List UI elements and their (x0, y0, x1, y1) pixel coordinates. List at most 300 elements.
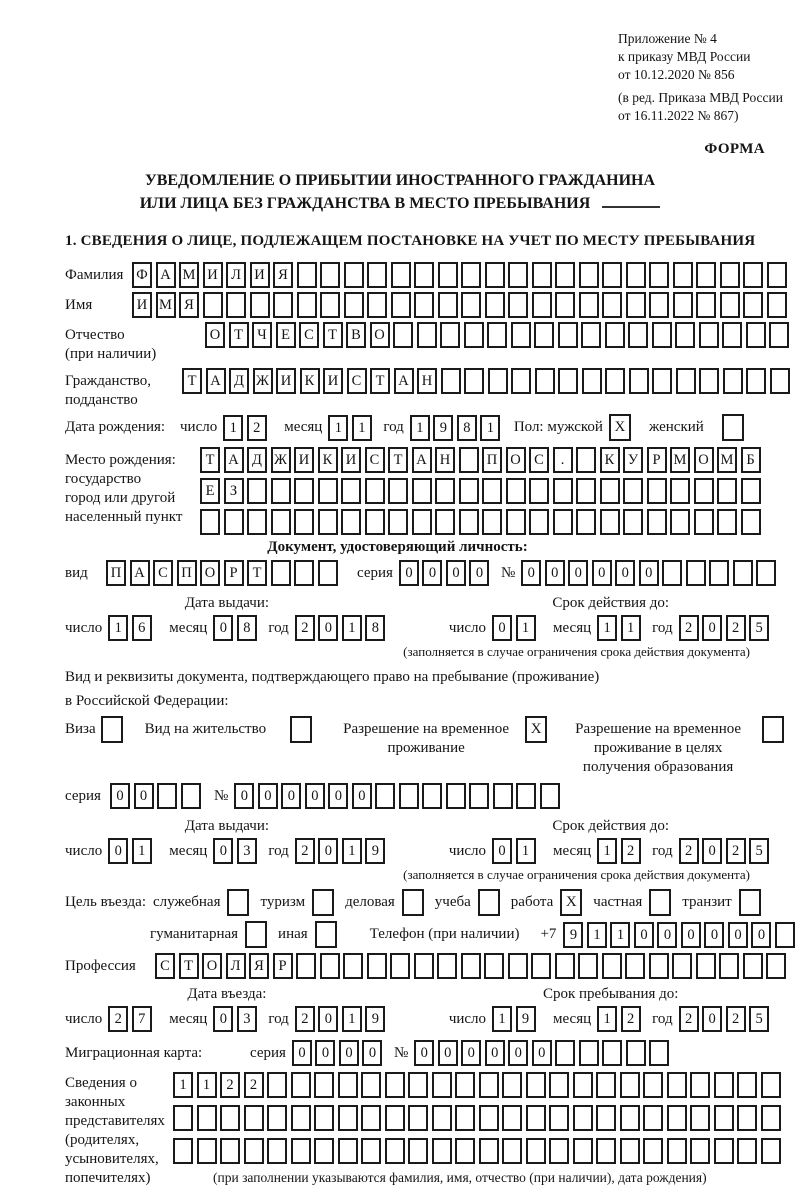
char-cell (247, 478, 267, 504)
char-cell (267, 1105, 287, 1131)
char-cell (173, 1105, 193, 1131)
patronymic-row (65, 322, 800, 364)
char-cell: 0 (414, 1040, 434, 1066)
char-cell (576, 447, 596, 473)
char-cell (459, 509, 479, 535)
month-label: месяц (553, 1010, 592, 1027)
year-label: год (268, 619, 289, 636)
char-cell (746, 368, 766, 394)
char-cell: И (132, 292, 152, 318)
char-cell (506, 509, 526, 535)
char-cell: 0 (213, 615, 233, 641)
day-label: число (65, 842, 103, 859)
char-cell: Д (229, 368, 249, 394)
char-cell (714, 1105, 734, 1131)
char-cell: Т (179, 953, 199, 979)
char-cell (526, 1105, 546, 1131)
char-cell (743, 262, 763, 288)
char-cell: 0 (108, 838, 128, 864)
char-cell: 0 (634, 922, 654, 948)
char-cell (297, 262, 317, 288)
issue-day-cells (108, 615, 155, 641)
char-cell (446, 783, 466, 809)
char-cell (469, 783, 489, 809)
month-label: месяц (169, 842, 208, 859)
year-label: год (268, 1010, 289, 1027)
phone-cells (563, 922, 798, 948)
char-cell (766, 953, 786, 979)
char-cell (532, 262, 552, 288)
char-cell (271, 478, 291, 504)
char-cell (508, 292, 528, 318)
char-cell: 2 (108, 1006, 128, 1032)
char-cell (247, 509, 267, 535)
char-cell: Т (182, 368, 202, 394)
char-cell: 1 (597, 615, 617, 641)
stay-day-cells (492, 1006, 539, 1032)
char-cell: 0 (704, 922, 724, 948)
char-cell (320, 262, 340, 288)
profession-row (65, 953, 800, 979)
char-cell: Т (370, 368, 390, 394)
char-cell: 2 (621, 838, 641, 864)
identity-doc-heading: Документ, удостоверяющий личность: (267, 539, 528, 555)
char-cell (714, 1138, 734, 1164)
number-label: № (393, 1044, 409, 1061)
char-cell: 1 (197, 1072, 217, 1098)
char-cell (643, 1072, 663, 1098)
char-cell (341, 478, 361, 504)
char-cell (267, 1072, 287, 1098)
char-cell: 0 (134, 783, 154, 809)
char-cell (487, 322, 507, 348)
char-cell: И (250, 262, 270, 288)
char-cell (375, 783, 395, 809)
char-cell: 2 (295, 1006, 315, 1032)
char-cell: 0 (751, 922, 771, 948)
char-cell (649, 262, 669, 288)
char-cell (733, 560, 753, 586)
char-cell (391, 262, 411, 288)
issue-month-cells (213, 838, 260, 864)
char-cell (699, 368, 719, 394)
char-cell (485, 262, 505, 288)
option-temp-residence-label: Разрешение на временное проживание (343, 721, 510, 756)
char-cell (694, 509, 714, 535)
char-cell (438, 292, 458, 318)
stay-until-heading: Срок пребывания до: (542, 986, 679, 1002)
char-cell (203, 292, 223, 318)
issue-year-cells (295, 838, 389, 864)
char-cell: 2 (621, 1006, 641, 1032)
char-cell: 0 (681, 922, 701, 948)
char-cell (529, 509, 549, 535)
char-cell (756, 560, 776, 586)
char-cell: Р (224, 560, 244, 586)
char-cell (432, 1072, 452, 1098)
char-cell (573, 1138, 593, 1164)
option-temp-residence-education (563, 716, 784, 777)
char-cell (534, 322, 554, 348)
char-cell (338, 1138, 358, 1164)
identity-doc-series-cells (399, 560, 493, 586)
residence-doc-series-row (65, 783, 800, 809)
char-cell: П (177, 560, 197, 586)
char-cell (600, 478, 620, 504)
char-cell: Н (435, 447, 455, 473)
char-cell (432, 1105, 452, 1131)
char-cell: Р (273, 953, 293, 979)
char-cell: И (323, 368, 343, 394)
char-cell: Т (229, 322, 249, 348)
char-cell (672, 953, 692, 979)
char-cell (318, 509, 338, 535)
year-label: год (652, 842, 673, 859)
representatives-label-line5: усыновителях, (65, 1151, 159, 1167)
char-cell (696, 262, 716, 288)
char-cell (508, 262, 528, 288)
char-cell: Я (249, 953, 269, 979)
char-cell (437, 953, 457, 979)
char-cell: Я (273, 262, 293, 288)
char-cell: 1 (132, 838, 152, 864)
char-cell (479, 1105, 499, 1131)
birth-place-label-line3: город или другой (65, 490, 176, 506)
char-cell (743, 292, 763, 318)
char-cell (602, 953, 622, 979)
char-cell (318, 560, 338, 586)
char-cell (244, 1138, 264, 1164)
char-cell: К (600, 447, 620, 473)
char-cell: 0 (305, 783, 325, 809)
char-cell (459, 447, 479, 473)
residence-doc-intro-line1: Вид и реквизиты документа, подтверждающего право на пребывание (проживание) (65, 669, 600, 685)
char-cell (365, 478, 385, 504)
representatives-label-line3: представителях (65, 1113, 165, 1129)
month-label: месяц (553, 842, 592, 859)
purpose-humanitarian-label: гуманитарная (150, 926, 239, 942)
residence-doc-note: (заполняется в случае ограничения срока действия документа) (403, 867, 750, 882)
char-cell (320, 953, 340, 979)
month-label: месяц (169, 1010, 208, 1027)
char-cell (461, 262, 481, 288)
day-label: число (448, 1010, 487, 1027)
char-cell: Т (388, 447, 408, 473)
char-cell (385, 1138, 405, 1164)
char-cell (555, 953, 575, 979)
char-cell: 5 (749, 615, 769, 641)
entry-purpose-row (65, 889, 800, 916)
char-cell: 7 (132, 1006, 152, 1032)
char-cell (558, 368, 578, 394)
char-cell (532, 292, 552, 318)
char-cell: 0 (702, 838, 722, 864)
birth-month-cells (328, 415, 375, 441)
char-cell: 0 (492, 838, 512, 864)
char-cell: 9 (563, 922, 583, 948)
char-cell: К (318, 447, 338, 473)
char-cell (344, 292, 364, 318)
char-cell (220, 1138, 240, 1164)
purpose-tourism-label: туризм (260, 894, 306, 910)
char-cell (596, 1105, 616, 1131)
char-cell (690, 1072, 710, 1098)
char-cell: А (412, 447, 432, 473)
number-label: № (214, 787, 229, 804)
annex-line: от 10.12.2020 № 856 (618, 67, 735, 82)
char-cell: 0 (702, 615, 722, 641)
char-cell (643, 1105, 663, 1131)
form-title-line1: УВЕДОМЛЕНИЕ О ПРИБЫТИИ ИНОСТРАННОГО ГРАЖДАНИНА (144, 172, 656, 189)
purpose-official-label: служебная (152, 894, 221, 910)
char-cell (670, 478, 690, 504)
char-cell: С (299, 322, 319, 348)
entry-year-cells (295, 1006, 389, 1032)
day-label: число (180, 419, 218, 435)
char-cell (676, 368, 696, 394)
surname-cells (132, 262, 790, 288)
purpose-business-label: деловая (345, 894, 395, 910)
valid-month-cells (597, 615, 644, 641)
char-cell: И (276, 368, 296, 394)
identity-doc-row (65, 560, 800, 586)
char-cell: 1 (342, 1006, 362, 1032)
char-cell (555, 1040, 575, 1066)
char-cell (720, 262, 740, 288)
identity-doc-number-cells (521, 560, 780, 586)
char-cell: 0 (545, 560, 565, 586)
char-cell (296, 953, 316, 979)
char-cell (775, 922, 795, 948)
annex-line: Приложение № 4 (618, 31, 717, 46)
valid-day-cells (492, 838, 539, 864)
char-cell (440, 322, 460, 348)
char-cell (482, 509, 502, 535)
char-cell (461, 953, 481, 979)
char-cell (361, 1072, 381, 1098)
option-temp-residence-education-checkbox (762, 716, 784, 743)
char-cell (629, 368, 649, 394)
char-cell (157, 783, 177, 809)
char-cell (649, 953, 669, 979)
char-cell (652, 322, 672, 348)
issue-day-cells (108, 838, 155, 864)
char-cell (529, 478, 549, 504)
char-cell (343, 953, 363, 979)
char-cell (558, 322, 578, 348)
representatives-label-line2: законных (65, 1094, 126, 1110)
purpose-transit-checkbox (739, 889, 761, 916)
char-cell (432, 1138, 452, 1164)
series-label: серия (357, 564, 393, 581)
option-temp-residence (336, 716, 547, 758)
char-cell: 2 (295, 838, 315, 864)
char-cell: 1 (516, 838, 536, 864)
char-cell: 0 (339, 1040, 359, 1066)
char-cell (673, 262, 693, 288)
char-cell (694, 478, 714, 504)
citizenship-cells (182, 368, 793, 394)
char-cell: 0 (362, 1040, 382, 1066)
purpose-other-checkbox (315, 921, 337, 948)
representatives-cells-row3 (173, 1138, 784, 1164)
representatives-label-line4: (родителях, (65, 1132, 140, 1148)
char-cell: Т (200, 447, 220, 473)
char-cell: А (130, 560, 150, 586)
char-cell: 0 (318, 838, 338, 864)
identity-doc-kind-label: вид (65, 564, 88, 581)
char-cell: 5 (749, 1006, 769, 1032)
char-cell (417, 322, 437, 348)
char-cell (391, 292, 411, 318)
phone-label: Телефон (при наличии) (369, 926, 520, 942)
char-cell: 6 (132, 615, 152, 641)
char-cell (741, 509, 761, 535)
purpose-tourism-checkbox (312, 889, 334, 916)
stay-month-cells (597, 1006, 644, 1032)
char-cell (576, 478, 596, 504)
char-cell: 2 (220, 1072, 240, 1098)
char-cell (220, 1105, 240, 1131)
char-cell (502, 1105, 522, 1131)
char-cell (314, 1105, 334, 1131)
char-cell (506, 478, 526, 504)
char-cell: И (341, 447, 361, 473)
char-cell (435, 478, 455, 504)
issue-date-heading: Дата выдачи: (184, 595, 270, 611)
char-cell (675, 322, 695, 348)
char-cell: 0 (446, 560, 466, 586)
char-cell (623, 478, 643, 504)
char-cell: М (179, 262, 199, 288)
char-cell (408, 1072, 428, 1098)
char-cell (291, 1105, 311, 1131)
char-cell (485, 292, 505, 318)
char-cell (576, 509, 596, 535)
year-label: год (652, 1010, 673, 1027)
annex-amendment-line: от 16.11.2022 № 867) (618, 108, 739, 123)
char-cell (605, 322, 625, 348)
char-cell (526, 1138, 546, 1164)
char-cell (722, 322, 742, 348)
profession-label: Профессия (65, 958, 136, 974)
char-cell: 8 (365, 615, 385, 641)
char-cell (549, 1105, 569, 1131)
citizenship-label-line1: Гражданство, (65, 373, 152, 389)
annex-block (618, 30, 800, 125)
char-cell (197, 1105, 217, 1131)
char-cell (649, 1040, 669, 1066)
patronymic-label-line2: (при наличии) (65, 346, 157, 362)
char-cell (767, 262, 787, 288)
purpose-work-checkbox: X (560, 889, 582, 916)
surname-label: Фамилия (65, 267, 124, 283)
char-cell: О (200, 560, 220, 586)
char-cell: 1 (173, 1072, 193, 1098)
stay-year-cells (679, 1006, 773, 1032)
char-cell (649, 292, 669, 318)
char-cell (294, 560, 314, 586)
purpose-study-label: учеба (434, 894, 471, 910)
char-cell: 1 (587, 922, 607, 948)
migration-card-series-cells (292, 1040, 386, 1066)
residence-doc-number-cells (234, 783, 563, 809)
char-cell (717, 478, 737, 504)
char-cell: 0 (532, 1040, 552, 1066)
purpose-humanitarian-checkbox (245, 921, 267, 948)
char-cell (643, 1138, 663, 1164)
char-cell (511, 322, 531, 348)
day-label: число (65, 619, 103, 636)
char-cell: Ж (271, 447, 291, 473)
char-cell (767, 292, 787, 318)
char-cell: 1 (610, 922, 630, 948)
valid-year-cells (679, 838, 773, 864)
char-cell (511, 368, 531, 394)
char-cell: 0 (399, 560, 419, 586)
purpose-private-label: частная (593, 894, 643, 910)
patronymic-label (65, 322, 205, 364)
char-cell: М (156, 292, 176, 318)
valid-until-heading: Срок действия до: (552, 595, 670, 611)
char-cell (273, 292, 293, 318)
char-cell (699, 322, 719, 348)
char-cell (746, 322, 766, 348)
char-cell: 0 (328, 783, 348, 809)
char-cell: И (294, 447, 314, 473)
char-cell: 1 (516, 615, 536, 641)
char-cell (549, 1072, 569, 1098)
char-cell: 0 (318, 615, 338, 641)
char-cell: О (694, 447, 714, 473)
form-marker: ФОРМА (704, 141, 765, 157)
birth-place-block (65, 447, 800, 535)
char-cell: 0 (485, 1040, 505, 1066)
char-cell: 1 (492, 1006, 512, 1032)
char-cell (626, 292, 646, 318)
char-cell: 1 (223, 415, 243, 441)
char-cell (464, 322, 484, 348)
char-cell (479, 1072, 499, 1098)
birth-place-label (65, 447, 200, 527)
annex-amendment-line: (в ред. Приказа МВД России (618, 90, 783, 105)
char-cell (626, 1040, 646, 1066)
char-cell (388, 509, 408, 535)
char-cell (461, 292, 481, 318)
valid-day-cells (492, 615, 539, 641)
char-cell (508, 953, 528, 979)
char-cell (535, 368, 555, 394)
char-cell (670, 509, 690, 535)
char-cell (690, 1105, 710, 1131)
entry-day-cells (108, 1006, 155, 1032)
char-cell: У (623, 447, 643, 473)
migration-card-number-cells (414, 1040, 673, 1066)
char-cell: Е (276, 322, 296, 348)
char-cell (318, 478, 338, 504)
number-label: № (500, 564, 516, 581)
char-cell (224, 509, 244, 535)
char-cell (320, 292, 340, 318)
char-cell (361, 1105, 381, 1131)
option-residence-permit (145, 716, 312, 743)
char-cell (393, 322, 413, 348)
purpose-work-label: работа (510, 894, 554, 910)
char-cell (626, 262, 646, 288)
form-title (65, 170, 735, 215)
char-cell: 2 (679, 615, 699, 641)
annex-amendment (618, 89, 800, 125)
